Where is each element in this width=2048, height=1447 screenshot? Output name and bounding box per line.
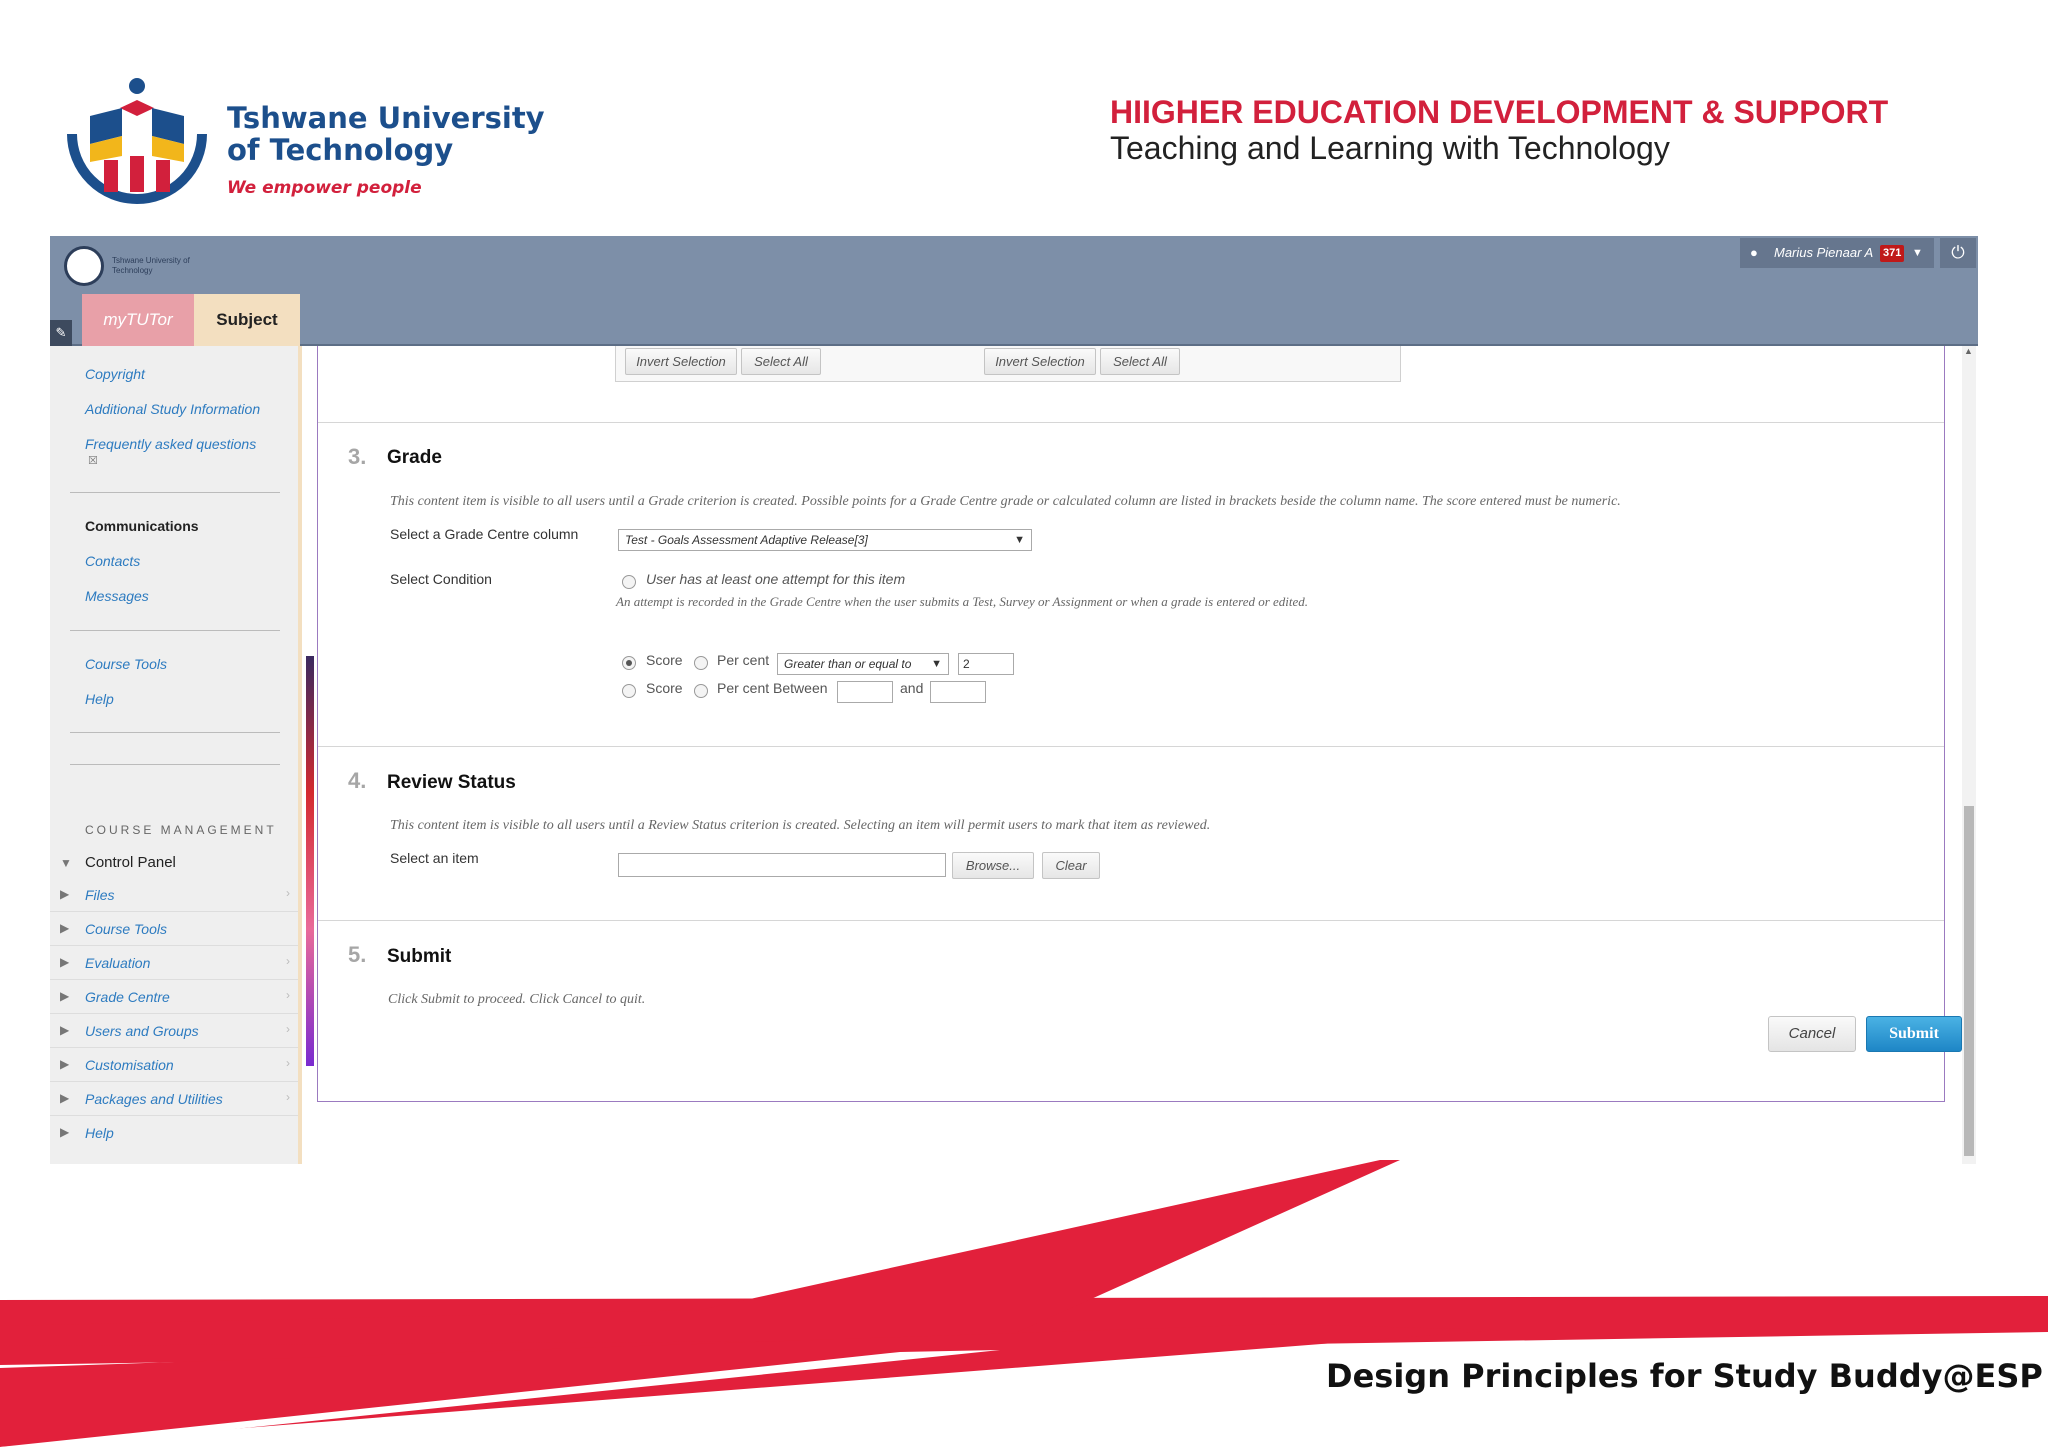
cp-item-users-and-groups[interactable]: ▶ Users and Groups › bbox=[50, 1014, 298, 1048]
percent-label: Per cent bbox=[717, 652, 770, 668]
attempt-radio[interactable] bbox=[622, 575, 636, 589]
divider bbox=[70, 630, 280, 631]
cp-item-course-tools[interactable]: ▶ Course Tools bbox=[50, 912, 298, 946]
comparison-select[interactable]: Greater than or equal to ▼ bbox=[777, 653, 949, 675]
range-max-input[interactable] bbox=[930, 681, 986, 703]
scrollbar-thumb[interactable] bbox=[1964, 806, 1974, 1156]
attempt-option-label: User has at least one attempt for this item bbox=[646, 571, 906, 587]
expand-arrow-icon: ▶ bbox=[60, 1091, 70, 1105]
percent-between-label: Per cent Between bbox=[717, 680, 828, 696]
cp-item-grade-centre[interactable]: ▶ Grade Centre › bbox=[50, 980, 298, 1014]
section-number: 5. bbox=[348, 942, 367, 967]
section-title-review-status: Review Status bbox=[387, 772, 516, 793]
header-title: HIIGHER EDUCATION DEVELOPMENT & SUPPORT bbox=[1110, 94, 1889, 130]
grade-description: This content item is visible to all users until a Grade criterion is created. Possible points for a Grade Centre grade or calculated column are listed in brackets beside the column name. The score entered must be numeric. bbox=[390, 494, 1621, 509]
browse-button[interactable]: Browse... bbox=[952, 852, 1034, 879]
section-divider bbox=[318, 422, 1944, 423]
score-value-input[interactable]: 2 bbox=[958, 653, 1014, 675]
score-between-radio[interactable] bbox=[622, 684, 636, 698]
expand-arrow-icon: ▶ bbox=[60, 1125, 70, 1139]
expand-arrow-icon: ▶ bbox=[60, 989, 70, 1003]
submit-description: Click Submit to proceed. Click Cancel to quit. bbox=[388, 992, 646, 1007]
percent-radio[interactable] bbox=[694, 656, 708, 670]
sidebar-item-help[interactable]: Help bbox=[85, 691, 114, 707]
course-management-heading: COURSE MANAGEMENT bbox=[85, 823, 277, 837]
footer-title: Design Principles for Study Buddy@ESP bbox=[1326, 1357, 2043, 1395]
expand-arrow-icon: ▶ bbox=[60, 955, 70, 969]
mini-logo-icon bbox=[64, 246, 104, 286]
score-label: Score bbox=[646, 652, 683, 668]
expand-arrow-icon: ▶ bbox=[60, 1023, 70, 1037]
select-item-input[interactable] bbox=[618, 853, 946, 877]
divider bbox=[70, 492, 280, 493]
section-title-grade: Grade bbox=[387, 447, 442, 468]
header-subtitle: Teaching and Learning with Technology bbox=[1110, 130, 1670, 166]
sidebar-item-additional-study-information[interactable]: Additional Study Information bbox=[85, 401, 261, 417]
pin-icon[interactable]: ✎ bbox=[50, 320, 72, 346]
power-icon[interactable]: ⏻ bbox=[1940, 238, 1976, 268]
select-all-button[interactable]: Select All bbox=[741, 348, 821, 375]
section-number: 3. bbox=[348, 444, 367, 469]
chevron-right-icon: › bbox=[286, 1056, 290, 1070]
top-bar bbox=[50, 236, 1978, 346]
divider bbox=[70, 732, 280, 733]
cp-item-files[interactable]: ▶ Files › bbox=[50, 878, 298, 912]
user-menu[interactable] bbox=[1740, 238, 1934, 268]
lms-screenshot bbox=[50, 236, 1978, 1164]
chevron-down-icon: ▼ bbox=[1912, 247, 1923, 259]
grade-column-select[interactable]: Test - Goals Assessment Adaptive Release[3] ▼ bbox=[618, 529, 1032, 551]
percent-between-radio[interactable] bbox=[694, 684, 708, 698]
cp-item-evaluation[interactable]: ▶ Evaluation › bbox=[50, 946, 298, 980]
sidebar-item-faq[interactable]: Frequently asked questions bbox=[85, 436, 257, 452]
expand-arrow-icon: ▶ bbox=[60, 921, 70, 935]
footer-swoosh bbox=[0, 1160, 2048, 1447]
select-item-label: Select an item bbox=[390, 850, 479, 866]
section-divider bbox=[318, 920, 1944, 921]
cp-item-customisation[interactable]: ▶ Customisation › bbox=[50, 1048, 298, 1082]
condition-label: Select Condition bbox=[390, 571, 492, 587]
divider bbox=[70, 764, 280, 765]
range-min-input[interactable] bbox=[837, 681, 893, 703]
chevron-right-icon: › bbox=[286, 886, 290, 900]
cancel-button[interactable]: Cancel bbox=[1768, 1016, 1856, 1052]
background-strip bbox=[306, 656, 314, 1066]
chevron-right-icon: › bbox=[286, 954, 290, 968]
university-tagline: We empower people bbox=[227, 178, 422, 198]
expand-arrow-icon: ▶ bbox=[60, 1057, 70, 1071]
scroll-up-icon[interactable]: ▲ bbox=[1964, 346, 1973, 356]
invert-selection-button-2[interactable]: Invert Selection bbox=[984, 348, 1096, 375]
user-name: Marius Pienaar A bbox=[1774, 245, 1874, 260]
tut-logo bbox=[62, 74, 212, 214]
and-label: and bbox=[900, 680, 924, 696]
tab-mytutor[interactable]: myTUTor bbox=[82, 294, 194, 346]
submit-button[interactable]: Submit bbox=[1866, 1016, 1962, 1052]
cp-item-help[interactable]: ▶ Help bbox=[60, 1125, 114, 1141]
expand-arrow-icon: ▶ bbox=[60, 887, 70, 901]
chevron-right-icon: › bbox=[286, 1090, 290, 1104]
communications-heading: Communications bbox=[85, 518, 199, 534]
external-link-icon: ☒ bbox=[88, 455, 98, 467]
section-number: 4. bbox=[348, 768, 367, 793]
chevron-right-icon: › bbox=[286, 1022, 290, 1036]
sidebar-item-messages[interactable]: Messages bbox=[85, 588, 149, 604]
control-panel-label[interactable]: Control Panel bbox=[85, 854, 176, 871]
course-menu bbox=[50, 346, 302, 1164]
score-radio[interactable] bbox=[622, 656, 636, 670]
clear-button[interactable]: Clear bbox=[1042, 852, 1100, 879]
collapse-icon[interactable]: ▼ bbox=[60, 856, 72, 870]
tab-subject[interactable]: Subject bbox=[194, 294, 300, 346]
scrollbar[interactable] bbox=[1962, 346, 1976, 1164]
user-icon: ● bbox=[1750, 245, 1758, 260]
section-divider bbox=[318, 746, 1944, 747]
notification-badge: 371 bbox=[1880, 245, 1904, 262]
chevron-right-icon: › bbox=[286, 988, 290, 1002]
invert-selection-button[interactable]: Invert Selection bbox=[625, 348, 737, 375]
mini-logo[interactable]: Tshwane University of Technology bbox=[64, 246, 224, 290]
cp-item-packages-and-utilities[interactable]: ▶ Packages and Utilities › bbox=[50, 1082, 298, 1116]
review-description: This content item is visible to all users until a Review Status criterion is created. Selecting an item will permit users to mark that item as reviewed. bbox=[390, 818, 1211, 833]
dropdown-arrow-icon: ▼ bbox=[931, 658, 942, 670]
score-label-2: Score bbox=[646, 680, 683, 696]
sidebar-item-contacts[interactable]: Contacts bbox=[85, 553, 141, 569]
adaptive-release-form bbox=[317, 346, 1945, 1102]
dropdown-arrow-icon: ▼ bbox=[1014, 534, 1025, 546]
sidebar-item-course-tools[interactable]: Course Tools bbox=[85, 656, 167, 672]
university-name: Tshwane University of Technology bbox=[227, 101, 545, 167]
section-title-submit: Submit bbox=[387, 946, 452, 967]
select-all-button-2[interactable]: Select All bbox=[1100, 348, 1180, 375]
sidebar-item-copyright[interactable]: Copyright bbox=[85, 366, 145, 382]
grade-column-label: Select a Grade Centre column bbox=[390, 526, 579, 542]
attempt-note: An attempt is recorded in the Grade Centre when the user submits a Test, Survey or Assignment or when a grade is entered or edited. bbox=[616, 594, 1309, 609]
